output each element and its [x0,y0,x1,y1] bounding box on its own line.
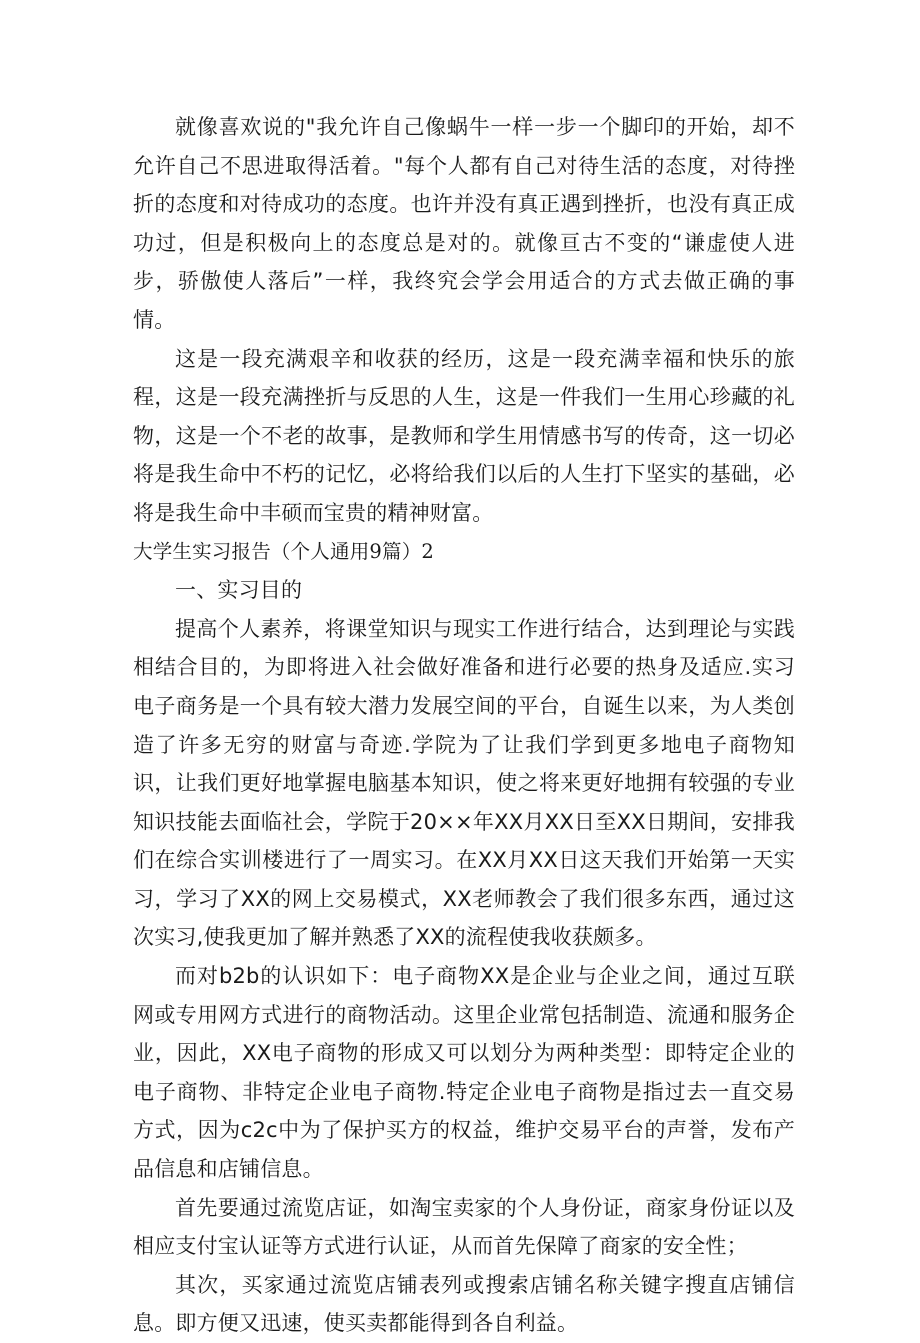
paragraph-1: 就像喜欢说的"我允许自己像蜗牛一样一步一个脚印的开始，却不允许自己不思进取得活着。"每个人都有自己对待生活的态度，对待挫折的态度和对待成功的态度。也许并没有真正遇到挫折，也没有真正成功过，但是积极向上的态度总是对的。就像亘古不变的“谦虚使人进步，骄傲使人落后”一样，我终究会学会用适合的方式去做正确的事情。 [133,115,795,332]
paragraph-2: 这是一段充满艰辛和收获的经历，这是一段充满幸福和快乐的旅程，这是一段充满挫折与反思的人生，这是一件我们一生用心珍藏的礼物，这是一个不老的故事，是教师和学生用情感书写的传奇，这一切必将是我生命中不朽的记忆，必将给我们以后的人生打下坚实的基础，必将是我生命中丰硕而宝贵的精神财富。 [133,346,795,525]
paragraph-3: 提高个人素养，将课堂知识与现实工作进行结合，达到理论与实践相结合目的，为即将进入社会做好准备和进行必要的热身及适应.实习电子商务是一个具有较大潜力发展空间的平台，自诞生以来，为人类创造了许多无穷的财富与奇迹.学院为了让我们学到更多地电子商物知识，让我们更好地掌握电脑基本知识，使之将来更好地拥有较强的专业知识技能去面临社会，学院于20××年XX月XX日至XX日期间，安排我们在综合实训楼进行了一周实习。在XX月XX日这天我们开始第一天实习，学习了XX的网上交易模式，XX老师教会了我们很多东西，通过这次实习,使我更加了解并熟悉了XX的流程使我收获颇多。 [133,616,795,950]
document-body [133,108,795,1343]
paragraph-6: 其次，买家通过流览店铺表列或搜索店铺名称关键字搜直店铺信息。即方便又迅速，使买卖都能得到各自利益。 [133,1272,795,1336]
paragraph-5: 首先要通过流览店证，如淘宝卖家的个人身份证，商家身份证以及相应支付宝认证等方式进行认证，从而首先保障了商家的安全性； [133,1195,795,1259]
subheading-internship-purpose: 一、实习目的 [175,578,303,603]
section-title: 大学生实习报告（个人通用9篇）2 [133,539,435,563]
paragraph-4: 而对b2b的认识如下：电子商物XX是企业与企业之间，通过互联网或专用网方式进行的商物活动。这里企业常包括制造、流通和服务企业，因此，XX电子商物的形成又可以划分为两种类型：即特定企业的电子商物、非特定企业电子商物.特定企业电子商物是指过去一直交易方式，因为c2c中为了保护买方的权益，维护交易平台的声誉，发布产品信息和店铺信息。 [133,964,795,1182]
